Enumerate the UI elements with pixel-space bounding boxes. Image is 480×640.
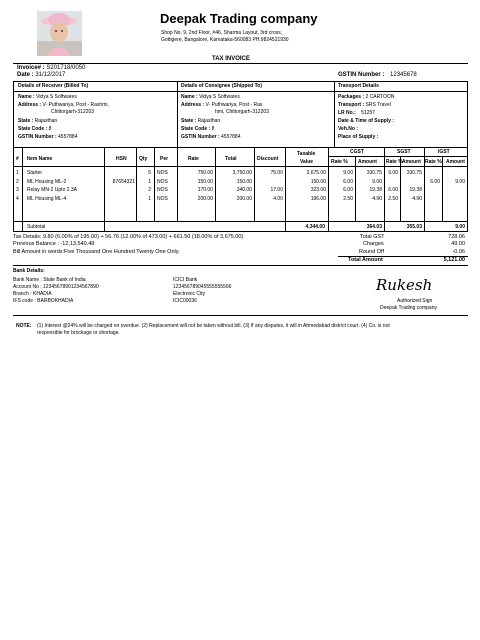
table-cell-qty: 1 [148,195,151,202]
col-igst-amount: Amount [446,159,465,165]
bank-name: Bank Name : State Bank of India [13,277,86,283]
child-photo-icon [37,11,82,56]
bank-branch: Branch : KHADIA [13,291,52,297]
seller-gstin [338,72,417,78]
table-cell-qty: 2 [148,187,151,193]
table-cell-item: Relay MN-2 Upto 2.3A [27,187,78,193]
subtotal-igst: 9.00 [455,224,465,230]
receiver-state: State : Rajasthan [18,118,58,124]
subtotal-taxable: 4,344.00 [305,224,325,230]
bank2-account: 123456789045555555566 [173,284,232,290]
consignee-name: Name : Vidya S Softwares [181,94,240,100]
table-cell-discount: 75.00 [270,170,283,176]
roundoff-value: -0.06 [452,249,465,255]
table-cell-igst_rate: 6.00 [430,178,440,185]
note-line2: responsible for brockage or shortage. [37,330,120,336]
bank-account: Account No : 12345678901234567890 [13,284,99,290]
company-address [161,30,289,44]
items-table [13,147,468,232]
receiver-gstin: GSTIN Number : 4557884 [18,134,78,140]
charges-value: 49.00 [451,241,465,247]
tax-details: Tax Details: 9.80 (6.00% of 195.00) + 56.76 (12.00% of 473.00) + 661.50 (18.00% of 3,675.00) [13,234,244,240]
col-item: Item Name [27,156,53,162]
table-cell-item: Starter [27,170,43,176]
company-address-line1: Shop No. 9, 2nd Floor, #46, Sharma Layout, 3rd cross, [161,30,283,36]
roundoff-label: Round Off [359,249,384,255]
col-qty: Qty [139,156,148,162]
receiver-address: Address : V- Puthwariya, Post - Rashmi, [18,102,109,108]
transport-heading: Transport Details [338,83,379,89]
bank-ifs: IFS code : BARBOKHADIA [13,298,74,304]
total-gst-value: 728.06 [448,234,465,240]
table-cell-sgst_amt: 4.90 [412,195,422,202]
table-cell-cgst_amt: 4.90 [372,195,382,202]
consignee-address: Address : V- Puthwariya, Post - Ras [181,102,263,108]
table-cell-num: 3 [16,187,19,193]
company-logo-photo [37,11,82,56]
invoice-date-label: Date : [17,72,34,78]
col-hsn: HSN [116,156,127,162]
signature-label: Authorized Sign [397,298,433,304]
col-num: # [16,156,19,162]
bank2-name: ICICI Bank [173,277,198,283]
col-per: Per [160,156,169,162]
col-cgst-rate: Rate % [331,159,348,165]
table-cell-rate: 150.00 [197,178,213,185]
table-cell-cgst_amt: 19.38 [369,187,382,193]
transport-datetime: Date & Time of Supply : [338,118,395,124]
subtotal-cgst: 364.03 [366,224,382,230]
total-gst-label: Total GST [360,234,385,240]
table-cell-qty: 5 [148,170,151,176]
col-rate: Rate [188,156,199,162]
col-total: Total [225,156,237,162]
table-cell-qty: 1 [148,178,151,185]
total-amount-label: Total Amount [348,257,383,263]
col-cgst: CGST [350,149,364,155]
transport-lr: LR No.: 51257 [338,110,376,116]
subtotal-label: Subtotal [27,224,46,230]
table-cell-taxable: 3,675.00 [306,170,326,176]
col-cgst-amount: Amount [358,159,377,165]
table-cell-taxable: 150.00 [310,178,326,185]
table-cell-total: 3,750.00 [232,170,252,176]
table-cell-sgst_amt: 19.38 [409,187,422,193]
party-details-box [13,81,468,148]
header-divider [13,63,468,64]
receiver-name: Name : Vidya S Softwares [18,94,77,100]
bank2-ifs: ICIC00036 [173,298,197,304]
table-cell-cgst_rate: 9.00 [343,170,353,176]
table-cell-item: ML Housing ML-4 [27,195,67,202]
table-cell-per: NOS [157,187,168,193]
invoice-number-label: Invoice# : [17,65,45,71]
consignee-state-code: State Code : 8 [181,126,215,132]
table-cell-hsn: 87654321 [112,178,135,185]
table-cell-num: 1 [16,170,19,176]
col-igst-rate: Rate % [425,159,442,165]
table-cell-per: NOS [157,170,168,176]
col-igst: IGST [438,149,450,155]
table-cell-igst_amt: 9.00 [455,178,465,185]
table-cell-num: 2 [16,178,19,185]
table-cell-sgst_rate: 9.00 [388,170,398,176]
note-label: NOTE: [16,323,32,329]
table-cell-per: NOS [157,195,168,202]
invoice-date-value: 31/12/2017 [35,72,66,78]
table-cell-cgst_amt: 330.75 [366,170,382,176]
receiver-address-line2: Chittorgarh-312203 [51,109,95,115]
seller-gstin-value: 12345678 [390,72,417,78]
signature-company: Deepak Trading company [380,305,437,311]
previous-balance: Previous Balance : -12,13,540.48 [13,241,95,247]
table-cell-taxable: 323.00 [310,187,326,193]
bank-primary [13,277,99,305]
amount-in-words: Bill Amount in words:Five Thousand One Hundred Twenty One Only. [13,249,180,255]
bank2-branch: Electronic City [173,291,205,297]
invoice-number-value: S201718/0050 [46,65,86,71]
consignee-heading: Details of Consignee (Shipped To) [181,83,263,89]
total-amount-value: 5,121.00 [443,257,465,263]
note-line1: (1) Interest @24% will be charged on overdue. (2) Replacement will not be taken without bill. (3) If any disputes, it will in Ahmedabad district court. (4) Co. is not [37,323,390,329]
table-cell-cgst_rate: 6.00 [343,178,353,185]
charges-label: Charges [363,241,384,247]
table-cell-item: ML Housing ML-2 [27,178,67,185]
transport-vehicle: Veh.No : [338,126,359,132]
consignee-gstin: GSTIN Number : 4557884 [181,134,241,140]
table-cell-per: NOS [157,178,168,185]
col-sgst: SGST [397,149,411,155]
col-sgst-amount: Amount [402,159,421,165]
receiver-state-code: State Code : 8 [18,126,52,132]
subtotal-sgst: 355.03 [406,224,422,230]
table-cell-discount: 17.00 [270,187,283,193]
table-cell-total: 150.00 [236,178,252,185]
table-cell-discount: 4.00 [273,195,283,202]
transport-name: Transport : SRS Travel [338,102,391,108]
col-sgst-rate: Rate % [386,159,403,165]
table-cell-total: 340.00 [236,187,252,193]
table-cell-sgst_rate: 2.50 [388,195,398,202]
table-cell-cgst_rate: 6.00 [343,187,353,193]
table-cell-total: 200.00 [236,195,252,202]
invoice-date [17,72,65,78]
bank-secondary [173,277,231,305]
table-cell-num: 4 [16,195,19,202]
invoice-number [17,65,85,71]
col-taxable-2: Value [300,159,314,165]
table-cell-sgst_rate: 6.00 [388,187,398,193]
consignee-address-line2: hmi, Chittorgarh-312203 [215,109,269,115]
signature-script: Rukesh [376,276,433,294]
transport-place: Place of Supply : [338,134,379,140]
document-title: TAX INVOICE [212,56,250,62]
table-cell-cgst_amt: 9.00 [372,178,382,185]
table-cell-cgst_rate: 2.50 [343,195,353,202]
col-discount: Discount [257,156,279,162]
seller-gstin-label: GSTIN Number : [338,72,385,78]
table-cell-rate: 200.00 [197,195,213,202]
transport-packages: Packages : 2 CARTOON [338,94,395,100]
col-taxable-1: Taxable [297,151,316,157]
table-cell-rate: 170.00 [197,187,213,193]
receiver-heading: Details of Receiver (Billed To) [18,83,89,89]
company-name: Deepak Trading company [160,11,318,26]
table-cell-rate: 750.00 [197,170,213,176]
bank-heading: Bank Details: [13,268,45,274]
table-cell-taxable: 196.00 [310,195,326,202]
company-address-line2: Gottigere, Bangalore, Karnataka-560083 PH:9824521930 [161,37,289,43]
table-cell-sgst_amt: 330.75 [406,170,422,176]
consignee-state: State : Rajasthan [181,118,221,124]
